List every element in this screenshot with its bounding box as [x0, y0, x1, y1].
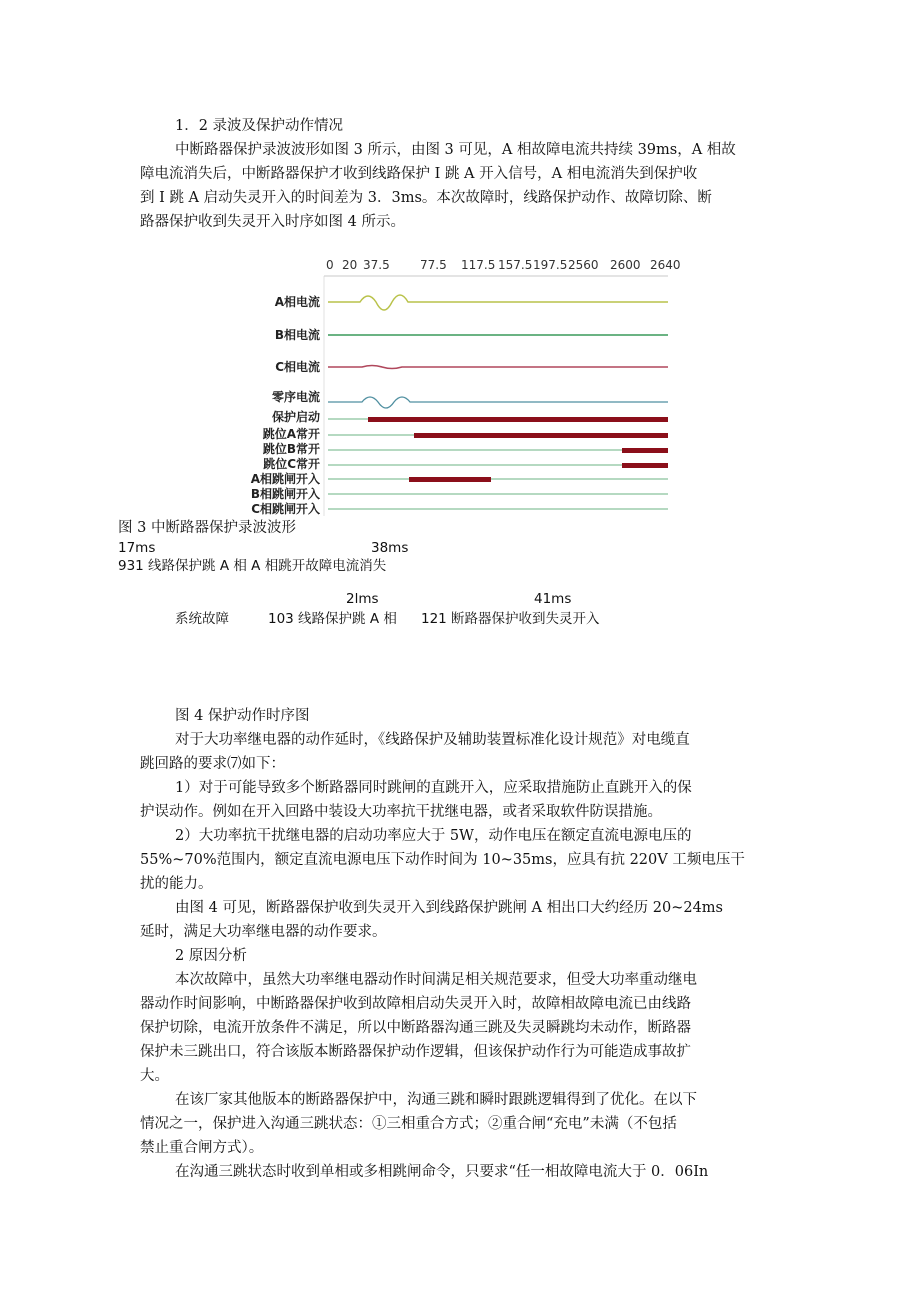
fig4-system-fault: 系统故障 [175, 611, 229, 627]
figure-3-waveform [232, 254, 682, 516]
paragraph-line: 障电流消失后，中断路器保护才收到线路保护 I 跳 A 开入信号，A 相电流消失到保护收 [140, 166, 698, 182]
channel-label: C相跳闸开入 [251, 502, 320, 516]
trip-pos-a-bar [414, 433, 668, 438]
time-tick: 20 [342, 258, 358, 272]
channel-label: 跳位C常开 [263, 457, 320, 471]
paragraph-line: 由图 4 可见，断路器保护收到失灵开入到线路保护跳闸 A 相出口大约经历 20~24ms [175, 900, 723, 916]
paragraph-line: 对于大功率继电器的动作延时，《线路保护及辅助装置标准化设计规范》对电缆直 [175, 732, 690, 748]
fig4-time-21ms: 2lms [346, 591, 379, 607]
channel-label: C相电流 [275, 360, 320, 374]
list-item-2: 2）大功率抗干扰继电器的启动功率应大于 5W，动作电压在额定直流电源电压的 [175, 828, 692, 844]
paragraph-line: 路器保护收到失灵开入时序如图 4 所示。 [140, 214, 405, 230]
time-tick: 197.5 [533, 258, 568, 272]
c-phase-waveform [328, 366, 668, 369]
fig4-row2: 931 线路保护跳 A 相 A 相跳开故障电流消失 [118, 558, 387, 574]
paragraph-line: 在该厂家其他版本的断路器保护中，沟通三跳和瞬时跟跳逻辑得到了优化。在以下 [175, 1092, 697, 1108]
time-tick: 77.5 [420, 258, 447, 272]
fig4-time-41ms: 41ms [534, 591, 572, 607]
time-tick: 2560 [568, 258, 599, 272]
paragraph-line: 器动作时间影响，中断路器保护收到故障相启动失灵开入时，故障相故障电流已由线路 [140, 996, 691, 1012]
fig4-line-protect-trip: 103 线路保护跳 A 相 [268, 611, 397, 627]
list-item-2: 扰的能力。 [140, 876, 213, 892]
time-tick: 117.5 [461, 258, 496, 272]
time-tick: 0 [326, 258, 334, 272]
paragraph-line: 情况之一，保护进入沟通三跳状态：①三相重合方式；②重合闸“充电”未满（不包括 [140, 1116, 677, 1132]
list-item-1: 1）对于可能导致多个断路器同时跳闸的直跳开入，应采取措施防止直跳开入的保 [175, 780, 692, 796]
paragraph-line: 本次故障中，虽然大功率继电器动作时间满足相关规范要求，但受大功率重动继电 [175, 972, 697, 988]
trip-pos-c-bar [622, 463, 668, 468]
section-heading-2: 2 原因分析 [175, 948, 247, 964]
paragraph-line: 保护切除，电流开放条件不满足，所以中断路器沟通三跳及失灵瞬跳均未动作，断路器 [140, 1020, 691, 1036]
time-tick: 37.5 [363, 258, 390, 272]
list-item-1: 护误动作。例如在开入回路中装设大功率抗干扰继电器，或者采取软件防误措施。 [140, 804, 662, 820]
time-tick: 2640 [650, 258, 681, 272]
paragraph-line: 保护未三跳出口，符合该版本断路器保护动作逻辑，但该保护动作行为可能造成事故扩 [140, 1044, 691, 1060]
paragraph-line: 大。 [140, 1068, 169, 1084]
paragraph-line: 中断路器保护录波波形如图 3 所示，由图 3 可见，A 相故障电流共持续 39ms，A 相故 [175, 142, 736, 158]
a-trip-input-bar [409, 477, 491, 482]
protect-start-bar [368, 417, 668, 422]
paragraph-line: 到 I 跳 A 启动失灵开入的时间差为 3．3ms。本次故障时，线路保护动作、故障切除、断 [140, 190, 712, 206]
fig4-breaker-receive: 121 断路器保护收到失灵开入 [421, 611, 600, 627]
fig4-time-38ms: 38ms [371, 540, 409, 556]
zero-seq-waveform [328, 397, 668, 408]
a-phase-waveform [328, 295, 668, 310]
paragraph-line: 禁止重合闸方式）。 [140, 1140, 264, 1156]
channel-label: 跳位A常开 [262, 427, 320, 441]
channel-label: B相电流 [274, 328, 320, 342]
channel-label: 保护启动 [271, 410, 320, 424]
figure-4-caption: 图 4 保护动作时序图 [175, 708, 310, 724]
paragraph-line: 在沟通三跳状态时收到单相或多相跳闸命令，只要求“任一相故障电流大于 0．06In [175, 1164, 709, 1180]
section-heading-1-2: 1．2 录波及保护动作情况 [175, 118, 344, 134]
time-tick: 2600 [610, 258, 641, 272]
channel-label: 零序电流 [271, 390, 320, 404]
fig4-time-17ms: 17ms [118, 540, 156, 556]
paragraph-line: 跳回路的要求⑺如下： [140, 756, 285, 772]
channel-label: B相跳闸开入 [250, 487, 320, 501]
figure-3-caption: 图 3 中断路器保护录波波形 [118, 520, 296, 536]
list-item-2: 55%~70%范围内，额定直流电源电压下动作时间为 10~35ms，应具有抗 220V 工频电压干 [140, 852, 745, 868]
time-tick: 157.5 [498, 258, 533, 272]
paragraph-line: 延时，满足大功率继电器的动作要求。 [140, 924, 387, 940]
trip-pos-b-bar [622, 448, 668, 453]
channel-label: 跳位B常开 [262, 442, 320, 456]
channel-label: A相跳闸开入 [250, 472, 320, 486]
channel-label: A相电流 [274, 295, 320, 309]
